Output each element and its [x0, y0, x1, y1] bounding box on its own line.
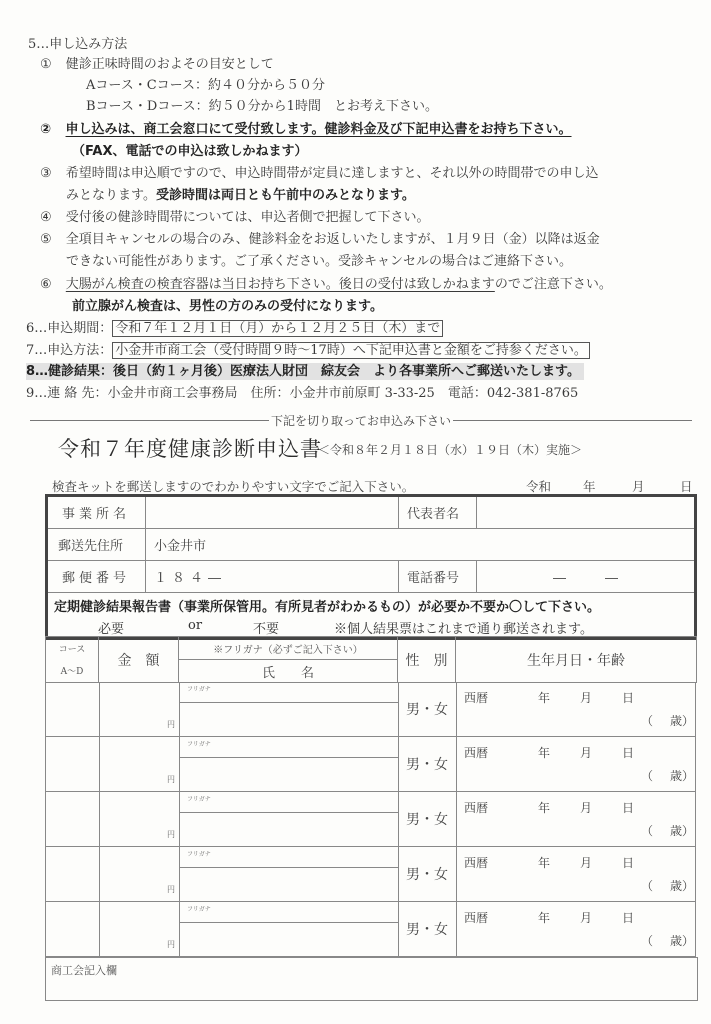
section-6-value: 令和７年１２月１日（月）から１２月２５日（木）まで: [112, 320, 443, 337]
dob-day: 日: [622, 856, 635, 870]
item-6-line2: 前立腺がん検査は、男性の方のみの受付になります。: [72, 299, 383, 314]
sex-options: 男・女: [406, 757, 448, 773]
furigana-label: フリガナ: [187, 906, 211, 913]
item-3-text-b: 受診時間は両日とも午前中のみとなります。: [155, 188, 415, 203]
item-2-note: （FAX、電話での申込は致しかねます）: [72, 144, 308, 159]
dob-day: 日: [622, 691, 635, 705]
representative-label: 代表者名: [399, 496, 477, 529]
item-3: [40, 165, 599, 182]
amount-field[interactable]: [99, 682, 180, 736]
dob-month: 月: [580, 801, 593, 815]
section-7-value: 小金井市商工会（受付時間９時～17時）へ下記申込書と金額をご持参ください。: [112, 342, 590, 359]
course-ac-time: Aコース・Cコース：約４０分から５０分: [86, 78, 326, 93]
applicant-row: [45, 737, 696, 792]
item-number: ⑥: [40, 277, 52, 292]
representative-field[interactable]: [477, 496, 696, 529]
dob-month: 月: [580, 856, 593, 870]
business-name-row: [47, 496, 696, 529]
dob-day: 日: [622, 911, 635, 925]
dob-year: 年: [538, 911, 551, 925]
item-number: ①: [40, 57, 52, 72]
course-field[interactable]: [46, 847, 100, 901]
dob-header: 生年月日・年齢: [456, 637, 697, 683]
furigana-field[interactable]: [179, 792, 398, 813]
item-text: のでご注意下さい。: [494, 277, 612, 292]
sex-field[interactable]: [398, 847, 457, 901]
item-number: ②: [40, 122, 52, 137]
dob-field[interactable]: [456, 847, 697, 901]
date-year: 年: [583, 479, 596, 494]
item-number: ⑤: [40, 232, 52, 247]
applicant-row: [45, 847, 696, 902]
amount-field[interactable]: [99, 902, 180, 956]
cut-line-text: 下記を切り取ってお申込み下さい: [271, 413, 452, 428]
postal-label: 郵便番号: [47, 561, 146, 593]
course-field[interactable]: [46, 902, 100, 956]
dob-era: 西暦: [464, 746, 489, 760]
header-row-1: [46, 637, 697, 660]
dob-month: 月: [580, 746, 593, 760]
cut-line-right: [453, 420, 692, 421]
cut-line-left: [30, 420, 269, 421]
option-or: or: [188, 617, 203, 633]
dob-field[interactable]: [456, 737, 697, 791]
form-intro-line: [52, 477, 692, 495]
age-open: （: [641, 824, 654, 838]
item-text: 申し込みは、商工会窓口にて受付致します。健診料金及び下記申込書をお持ち下さい。: [65, 122, 572, 137]
name-cell: [179, 682, 399, 736]
section-8-label: 8…健診結果：: [26, 364, 114, 379]
dob-day: 日: [622, 801, 635, 815]
sex-options: 男・女: [406, 922, 448, 938]
dob-field[interactable]: [456, 682, 697, 736]
name-cell: [179, 737, 399, 791]
applicant-row: [45, 902, 696, 957]
item-text: 健診正味時間のおよその目安として: [65, 57, 274, 72]
name-cell: [179, 792, 399, 846]
postal-row: [47, 561, 696, 593]
name-field[interactable]: [179, 703, 398, 736]
section-6-label: 6…申込期間：: [26, 321, 113, 336]
section-7-label: 7…申込方法：: [26, 343, 113, 358]
dob-year: 年: [538, 691, 551, 705]
furigana-field[interactable]: [179, 737, 398, 758]
age-open: （: [641, 934, 654, 948]
age-open: （: [641, 714, 654, 728]
postal-field[interactable]: １８４―: [146, 561, 399, 593]
dob-field[interactable]: [456, 902, 697, 956]
section-6: [26, 320, 443, 337]
address-label: 郵送先住所: [47, 529, 146, 561]
dob-year: 年: [538, 856, 551, 870]
dob-year: 年: [538, 801, 551, 815]
section-8: [26, 363, 584, 380]
item-5: [40, 231, 600, 248]
name-cell: [179, 847, 399, 901]
yen-unit: 円: [167, 830, 175, 839]
item-number: ④: [40, 210, 52, 225]
name-field[interactable]: [179, 758, 398, 791]
sex-field[interactable]: [398, 902, 457, 956]
course-header-bottom: A～D: [46, 660, 99, 683]
office-use-label: 商工会記入欄: [51, 964, 117, 977]
sex-options: 男・女: [406, 867, 448, 883]
name-field[interactable]: [179, 923, 398, 956]
address-field[interactable]: 小金井市: [146, 529, 696, 561]
section-9-value: 小金井市商工会事務局 住所：小金井市前原町 3-33-25 電話：042-381-8765: [107, 386, 579, 401]
name-field[interactable]: [179, 813, 398, 846]
amount-field[interactable]: [99, 847, 180, 901]
item-text-underlined: 大腸がん検査の検査容器は当日お持ち下さい。後日の受付は致しかねます: [65, 277, 495, 292]
phone-field[interactable]: ― ―: [477, 561, 696, 593]
section-7: [26, 342, 590, 359]
report-options: [54, 618, 688, 635]
dob-era: 西暦: [464, 801, 489, 815]
option-required[interactable]: 必要: [98, 621, 125, 637]
date-month: 月: [632, 479, 645, 494]
applicants-table: [45, 636, 697, 683]
section-9-label: 9…連 絡 先：: [26, 386, 108, 401]
age-unit: 歳）: [670, 934, 695, 948]
furigana-field[interactable]: [179, 902, 398, 923]
amount-field[interactable]: [99, 792, 180, 846]
sex-header: 性 別: [398, 637, 456, 683]
sex-field[interactable]: [398, 737, 457, 791]
name-header: 氏 名: [179, 660, 398, 683]
form-intro: 検査キットを郵送しますのでわかりやすい文字でご記入下さい。: [52, 479, 415, 494]
item-number: ③: [40, 166, 52, 181]
name-field[interactable]: [179, 868, 398, 901]
yen-unit: 円: [167, 940, 175, 949]
item-text: 受付後の健診時間帯については、申込者側で把握して下さい。: [65, 210, 430, 225]
section-9: [26, 385, 578, 402]
report-cell: [47, 593, 696, 639]
phone-label: 電話番号: [399, 561, 477, 593]
course-field[interactable]: [46, 792, 100, 846]
item-4: [40, 209, 430, 226]
dob-month: 月: [580, 691, 593, 705]
sex-field[interactable]: [398, 682, 457, 736]
business-name-field[interactable]: [146, 496, 399, 529]
dob-era: 西暦: [464, 911, 489, 925]
furigana-field[interactable]: [179, 682, 398, 703]
furigana-label: フリガナ: [187, 686, 211, 693]
course-field[interactable]: [46, 737, 100, 791]
furigana-label: フリガナ: [187, 796, 211, 803]
report-note: ※個人結果票はこれまで通り郵送されます。: [334, 621, 593, 637]
age-open: （: [641, 769, 654, 783]
amount-header: 金 額: [99, 637, 179, 683]
date-era: 令和: [526, 479, 552, 494]
age-unit: 歳）: [670, 824, 695, 838]
item-text: 希望時間は申込順ですので、申込時間帯が定員に達しますと、それ以外の時間帯での申し込: [65, 166, 599, 181]
sex-options: 男・女: [406, 702, 448, 718]
age-open: （: [641, 879, 654, 893]
amount-field[interactable]: [99, 737, 180, 791]
report-question: 定期健診結果報告書（事業所保管用。有所見者がわかるもの）が必要か不要か〇して下さい。: [54, 599, 601, 615]
item-1: [40, 56, 274, 73]
item-5-line2: できない可能性があります。ご了承ください。受診キャンセルの場合はご連絡下さい。: [66, 254, 572, 269]
address-row: [47, 529, 696, 561]
form-subtitle: ＜令和８年２月１８日（水）１９日（木）実施＞: [318, 443, 583, 457]
dob-era: 西暦: [464, 691, 489, 705]
form-title: 令和７年度健康診断申込書: [58, 437, 322, 461]
dob-year: 年: [538, 746, 551, 760]
business-name-label: 事業所名: [47, 496, 146, 529]
item-6: [40, 276, 612, 293]
yen-unit: 円: [167, 775, 175, 784]
business-info-table: [45, 494, 697, 640]
age-unit: 歳）: [670, 879, 695, 893]
report-row: [47, 593, 696, 639]
age-unit: 歳）: [670, 714, 695, 728]
dob-day: 日: [622, 746, 635, 760]
furigana-label: フリガナ: [187, 741, 211, 748]
item-3-text-a: みとなります。: [66, 188, 156, 203]
cut-line: [30, 413, 692, 427]
course-header-top: コース: [46, 637, 99, 660]
sex-field[interactable]: [398, 792, 457, 846]
section-8-value: 後日（約１ヶ月後）医療法人財団 綜友会 より各事業所へご郵送いたします。: [113, 364, 581, 379]
item-2: [40, 121, 572, 138]
name-cell: [179, 902, 399, 956]
age-unit: 歳）: [670, 769, 695, 783]
furigana-label: フリガナ: [187, 851, 211, 858]
sex-options: 男・女: [406, 812, 448, 828]
yen-unit: 円: [167, 720, 175, 729]
office-use-box: [45, 957, 698, 1001]
date-day: 日: [680, 479, 693, 494]
applicant-row: [45, 792, 696, 847]
furigana-field[interactable]: [179, 847, 398, 868]
item-3-line2: [66, 187, 415, 204]
dob-era: 西暦: [464, 856, 489, 870]
option-not-required[interactable]: 不要: [253, 621, 280, 637]
dob-month: 月: [580, 911, 593, 925]
applicant-row: [45, 682, 696, 737]
course-field[interactable]: [46, 682, 100, 736]
section-5-heading: 5…申し込み方法: [28, 37, 128, 52]
course-bd-time: Bコース・Dコース：約５０分から1時間 とお考え下さい。: [86, 99, 438, 114]
yen-unit: 円: [167, 885, 175, 894]
dob-field[interactable]: [456, 792, 697, 846]
item-text: 全項目キャンセルの場合のみ、健診料金をお返しいたしますが、１月９日（金）以降は返金: [65, 232, 600, 247]
furigana-header: ※フリガナ（必ずご記入下さい）: [179, 637, 398, 660]
